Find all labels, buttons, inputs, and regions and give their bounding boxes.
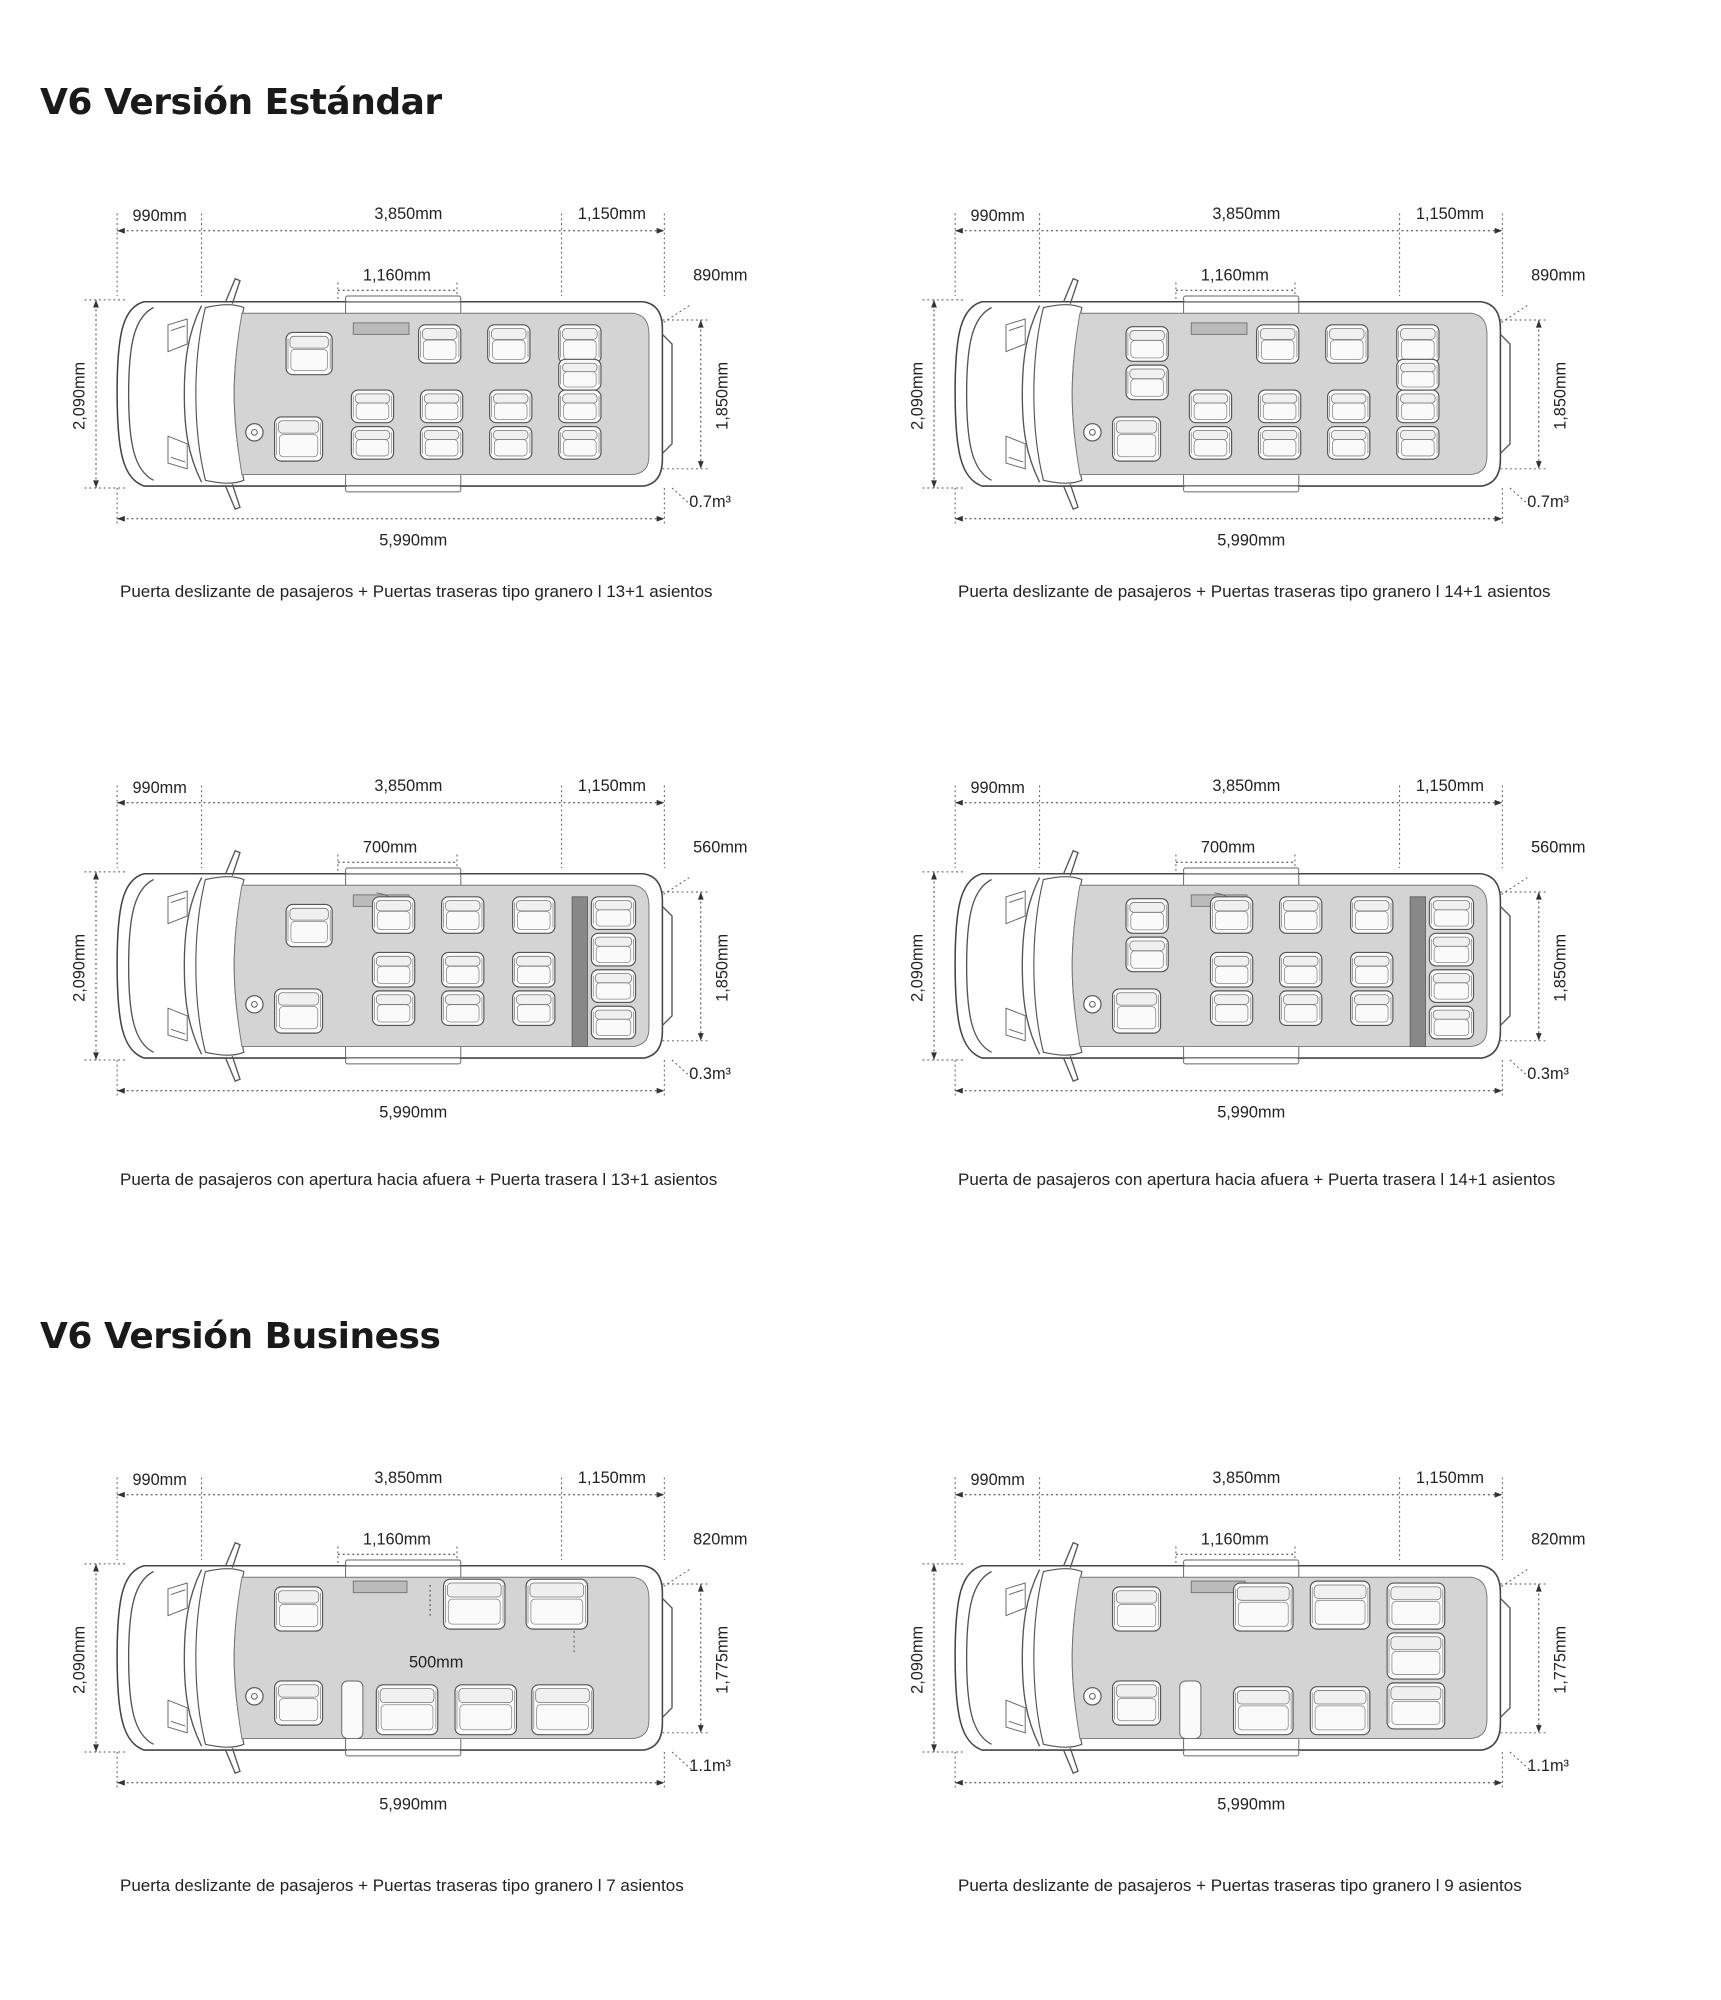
seat [351, 390, 393, 423]
seat [442, 991, 484, 1026]
layout-panel [838, 1464, 1586, 1924]
wheelbase-label: 3,850mm [1212, 1469, 1281, 1488]
seat [1126, 365, 1168, 400]
layout-caption: Puerta de pasajeros con apertura hacia afuera + Puerta trasera l 13+1 asientos [120, 1170, 718, 1189]
seat [351, 427, 393, 460]
inner-length-label: 700mm [362, 838, 418, 857]
rear-overhang-label: 1,150mm [1415, 777, 1484, 796]
seat [420, 390, 462, 423]
seat [286, 904, 332, 946]
corner-label: 560mm [693, 838, 748, 857]
layout-caption: Puerta de pasajeros con apertura hacia afuera + Puerta trasera l 14+1 asientos [958, 1170, 1556, 1189]
van-floorplan-diagram [838, 200, 1586, 555]
seat [1328, 427, 1370, 460]
seat [1210, 952, 1252, 987]
layout-panel [0, 1464, 748, 1924]
seat [1113, 417, 1161, 461]
seat [1326, 325, 1368, 363]
seat [1210, 897, 1252, 933]
seat [1210, 991, 1252, 1026]
seat [419, 325, 461, 363]
wheelbase-label: 3,850mm [374, 777, 443, 796]
volume-label: 0.3m³ [1527, 1065, 1569, 1084]
seat [1189, 427, 1231, 460]
seat [490, 390, 532, 423]
seat [1113, 989, 1161, 1033]
layout-panel [838, 200, 1586, 660]
front-overhang-label: 990mm [970, 1471, 1025, 1490]
section-title-standard: V6 Versión Estándar [40, 82, 442, 123]
seat [1397, 325, 1439, 363]
seat [420, 427, 462, 460]
rear-overhang-label: 1,150mm [1415, 205, 1484, 224]
seat [376, 1685, 437, 1735]
layout-panel [838, 772, 1586, 1232]
rear-overhang-label: 1,150mm [577, 205, 646, 224]
step-label: 500mm [408, 1653, 464, 1672]
seat [1234, 1687, 1294, 1735]
inner-length-label: 1,160mm [1200, 266, 1269, 285]
layout-panel [0, 772, 748, 1232]
layout-caption: Puerta deslizante de pasajeros + Puertas traseras tipo granero l 9 asientos [958, 1876, 1522, 1895]
inner-length-label: 1,160mm [362, 266, 431, 285]
seat [1258, 390, 1300, 423]
seat [1310, 1687, 1370, 1735]
seat [559, 427, 601, 460]
seat [591, 897, 635, 930]
seat [1429, 897, 1473, 930]
van-floorplan-diagram [0, 200, 748, 555]
seat [1397, 427, 1439, 460]
corner-label: 820mm [1531, 1530, 1586, 1549]
seat [1397, 359, 1439, 390]
seat [372, 897, 414, 933]
seat [513, 991, 555, 1026]
front-overhang-label: 990mm [132, 207, 187, 226]
seat [1113, 1681, 1161, 1725]
corner-label: 890mm [693, 266, 748, 285]
seat [1429, 970, 1473, 1003]
seat [1328, 390, 1370, 423]
seat [513, 952, 555, 987]
section-title-business: V6 Versión Business [40, 1316, 441, 1357]
seat [526, 1579, 587, 1629]
seat [1351, 897, 1393, 933]
seat [1126, 327, 1168, 362]
width-label: 2,090mm [70, 1625, 89, 1694]
width-label: 2,090mm [70, 933, 89, 1002]
seat [1126, 937, 1168, 972]
seat [1234, 1583, 1294, 1631]
seat [1397, 390, 1439, 423]
volume-label: 1.1m³ [689, 1757, 731, 1776]
width-label: 2,090mm [908, 1625, 927, 1694]
width-label: 2,090mm [908, 933, 927, 1002]
front-overhang-label: 990mm [970, 207, 1025, 226]
seat [286, 332, 332, 374]
rear-overhang-label: 1,150mm [1415, 1469, 1484, 1488]
seat [442, 897, 484, 933]
wheelbase-label: 3,850mm [1212, 777, 1281, 796]
seat [1387, 1683, 1445, 1729]
seat [275, 989, 323, 1033]
seat [1280, 897, 1322, 933]
seat [559, 390, 601, 423]
width-label: 2,090mm [908, 361, 927, 430]
seat [1280, 952, 1322, 987]
length-label: 5,990mm [379, 1795, 448, 1814]
seat [275, 417, 323, 461]
front-overhang-label: 990mm [132, 1471, 187, 1490]
seat [444, 1579, 505, 1629]
seat [1429, 1006, 1473, 1039]
seat [372, 991, 414, 1026]
seat [442, 952, 484, 987]
seat [1189, 390, 1231, 423]
van-floorplan-diagram [838, 772, 1586, 1127]
wheelbase-label: 3,850mm [374, 205, 443, 224]
seat [1280, 991, 1322, 1026]
seat [1387, 1583, 1445, 1629]
seat [490, 427, 532, 460]
seat [559, 325, 601, 363]
length-label: 5,990mm [379, 531, 448, 550]
van-floorplan-diagram [0, 772, 748, 1127]
seat [1351, 991, 1393, 1026]
seat [275, 1681, 323, 1725]
inner-length-label: 700mm [1200, 838, 1256, 857]
seat [1387, 1633, 1445, 1679]
seat [1258, 427, 1300, 460]
seat [591, 970, 635, 1003]
front-overhang-label: 990mm [132, 779, 187, 798]
rear-overhang-label: 1,150mm [577, 1469, 646, 1488]
layout-panel [0, 200, 748, 660]
seat [1310, 1581, 1370, 1629]
layout-caption: Puerta deslizante de pasajeros + Puertas traseras tipo granero l 14+1 asientos [958, 582, 1551, 601]
seat [559, 359, 601, 390]
inner-width-label: 1,850mm [713, 933, 732, 1002]
length-label: 5,990mm [1217, 531, 1286, 550]
length-label: 5,990mm [1217, 1795, 1286, 1814]
seat [532, 1685, 593, 1735]
seat [513, 897, 555, 933]
volume-label: 0.7m³ [1527, 493, 1569, 512]
layout-caption: Puerta deslizante de pasajeros + Puertas traseras tipo granero l 13+1 asientos [120, 582, 713, 601]
length-label: 5,990mm [379, 1103, 448, 1122]
seat [488, 325, 530, 363]
wheelbase-label: 3,850mm [374, 1469, 443, 1488]
layout-caption: Puerta deslizante de pasajeros + Puertas traseras tipo granero l 7 asientos [120, 1876, 684, 1895]
seat [455, 1685, 516, 1735]
van-body [117, 1543, 672, 1773]
length-label: 5,990mm [1217, 1103, 1286, 1122]
van-floorplan-diagram [0, 1464, 748, 1819]
inner-length-label: 1,160mm [1200, 1530, 1269, 1549]
seat [591, 1006, 635, 1039]
front-overhang-label: 990mm [970, 779, 1025, 798]
corner-label: 890mm [1531, 266, 1586, 285]
van-floorplan-diagram [838, 1464, 1586, 1819]
inner-width-label: 1,775mm [1551, 1625, 1570, 1694]
inner-width-label: 1,850mm [1551, 361, 1570, 430]
inner-length-label: 1,160mm [362, 1530, 431, 1549]
volume-label: 1.1m³ [1527, 1757, 1569, 1776]
wheelbase-label: 3,850mm [1212, 205, 1281, 224]
corner-label: 560mm [1531, 838, 1586, 857]
volume-label: 0.3m³ [689, 1065, 731, 1084]
seat [1113, 1587, 1161, 1631]
seat [1257, 325, 1299, 363]
seat [372, 952, 414, 987]
seat [1126, 899, 1168, 934]
seat [275, 1587, 323, 1631]
rear-overhang-label: 1,150mm [577, 777, 646, 796]
seat [1429, 933, 1473, 966]
inner-width-label: 1,775mm [713, 1625, 732, 1694]
seat [1351, 952, 1393, 987]
inner-width-label: 1,850mm [713, 361, 732, 430]
corner-label: 820mm [693, 1530, 748, 1549]
seat [591, 933, 635, 966]
volume-label: 0.7m³ [689, 493, 731, 512]
width-label: 2,090mm [70, 361, 89, 430]
inner-width-label: 1,850mm [1551, 933, 1570, 1002]
